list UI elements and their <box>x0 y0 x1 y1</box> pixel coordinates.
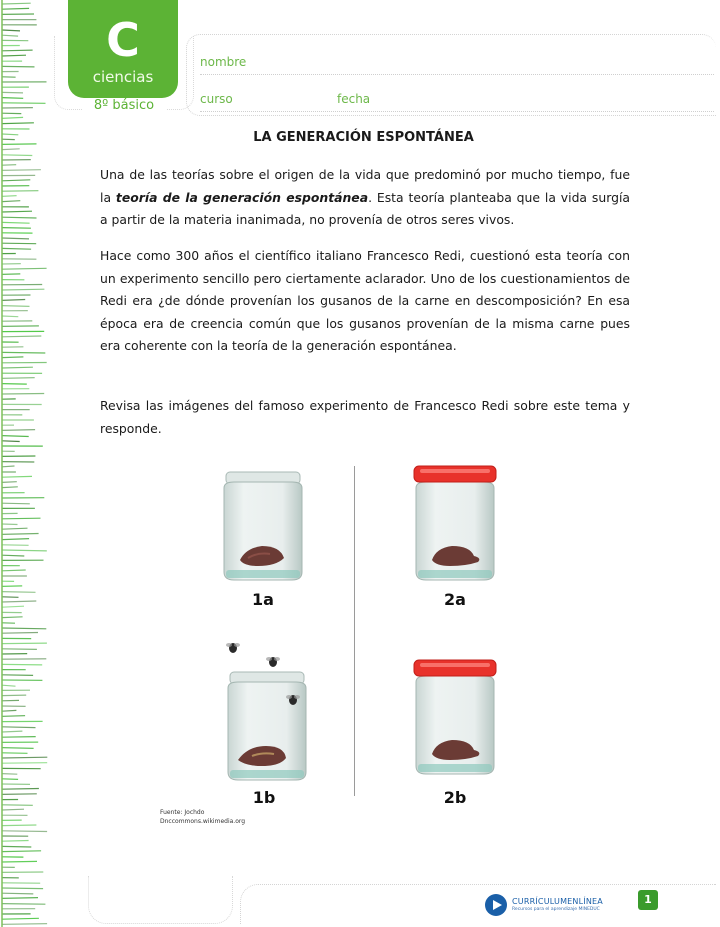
image-source-credit <box>160 808 245 826</box>
jar-label-2a: 2a <box>444 590 466 609</box>
source-line-1: Fuente: Jochdo <box>160 809 205 816</box>
grade-label: 8º básico <box>82 98 166 113</box>
fly-icon <box>226 640 240 659</box>
course-field[interactable]: curso <box>200 92 233 106</box>
jar-1a-open <box>218 466 308 586</box>
date-field[interactable]: fecha <box>337 92 371 106</box>
jar-2b-sealed <box>410 658 500 778</box>
logo-subject: ciencias <box>92 68 154 86</box>
jar-label-1a: 1a <box>252 590 274 609</box>
course-date-row <box>200 92 714 112</box>
brand-tagline: Recursos para el aprendizaje MINEDUC <box>512 907 600 912</box>
intro-emphasis: teoría de la generación espontánea <box>115 189 369 205</box>
name-label: nombre <box>200 55 247 69</box>
jar-label-1b: 1b <box>252 788 276 807</box>
play-arrow-icon <box>485 894 507 916</box>
document-title: LA GENERACIÓN ESPONTÁNEA <box>253 130 474 145</box>
redi-experiment-figure <box>150 458 550 838</box>
fly-icon <box>266 654 280 673</box>
jar-1b-open-with-flies <box>222 666 312 786</box>
paragraph-redi: Hace como 300 años el científico italiano Francesco Redi, cuestionó esta teoría con un experimento sencillo pero ciertamente aclarador. Uno de los cuestionamientos de Redi era ¿de dónde provenían los gusanos de la carne en descomposición? En esa época era de creencia común que los gusanos provenían de la misma carne pues era coherente con la teoría de la generación espontánea. <box>100 248 630 353</box>
grass-border-decoration <box>0 0 48 927</box>
subject-logo <box>68 0 178 98</box>
source-line-2: Dnccommons.wikimedia.org <box>160 818 246 825</box>
fly-icon <box>286 692 300 711</box>
jar-2a-sealed <box>410 464 500 584</box>
paragraph-intro <box>100 164 630 232</box>
curriculum-en-linea-logo[interactable] <box>485 892 603 918</box>
logo-letter: C <box>106 13 140 67</box>
figure-divider <box>354 466 355 796</box>
footer-decoration-curve <box>88 876 233 924</box>
jar-label-2b: 2b <box>443 788 467 807</box>
intro-text-before: Una de las teorías sobre el origen de la vida que predominó por mucho tiempo, fue la <box>100 167 630 205</box>
name-field[interactable] <box>200 55 714 75</box>
page-number-badge: 1 <box>638 890 658 910</box>
brand-name: CURRÍCULUMENLÍNEA <box>512 897 603 906</box>
paragraph-instruction: Revisa las imágenes del famoso experimento de Francesco Redi sobre este tema y responde. <box>100 398 630 436</box>
intro-text-after: . Esta teoría planteaba que la vida surgía a partir de la materia inanimada, no provenía de otros seres vivos. <box>100 189 630 227</box>
